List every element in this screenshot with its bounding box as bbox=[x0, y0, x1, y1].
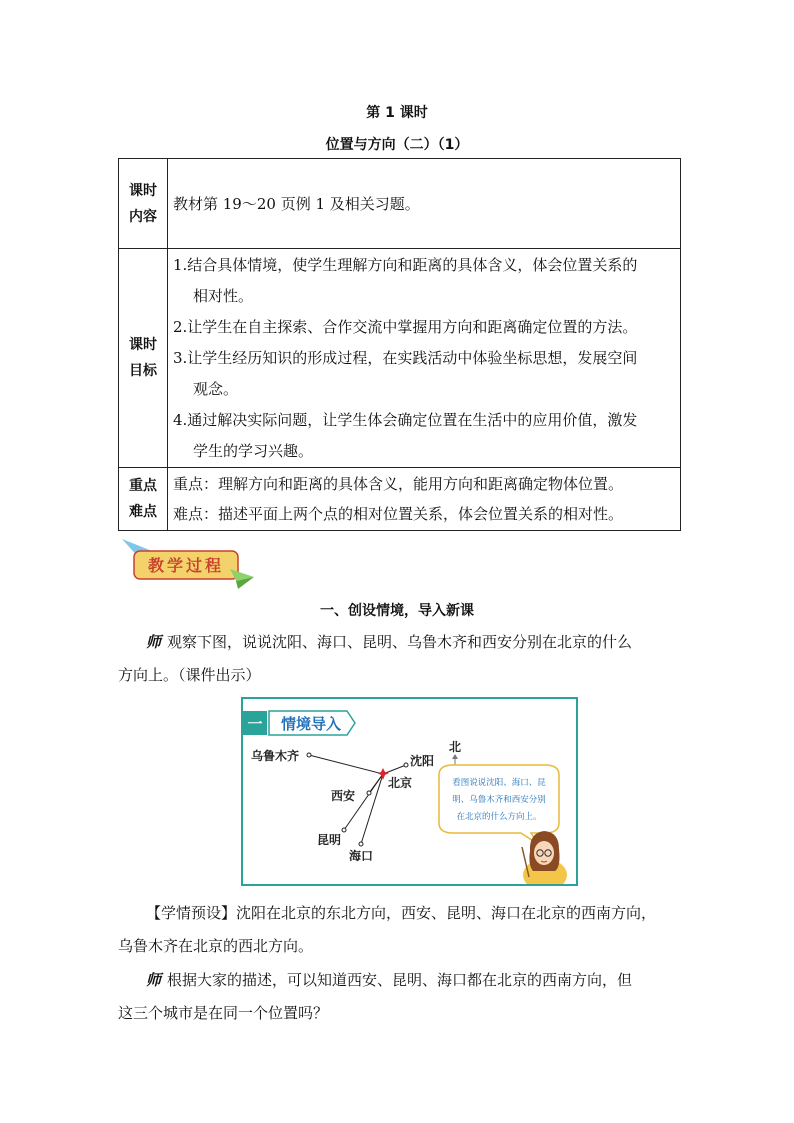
paragraph-text: 根据大家的描述，可以知道西安、昆明、海口都在北京的西南方向，但 bbox=[167, 971, 633, 989]
presumption-cont: 乌鲁木齐在北京的西北方向。 bbox=[118, 937, 314, 955]
key-label-line2: 难点 bbox=[129, 504, 157, 520]
goal-item: 3.让学生经历知识的形成过程，在实践活动中体验坐标思想，发展空间 bbox=[173, 348, 638, 367]
goal-item-cont: 相对性。 bbox=[193, 286, 254, 305]
presumption-text: 沈阳在北京的东北方向，西安、昆明、海口在北京的西南方向， bbox=[236, 904, 657, 922]
key-difficult-label bbox=[119, 468, 168, 531]
presumption-label: 【学情预设】 bbox=[146, 904, 237, 922]
content-text: 教材第 19～20 页例 1 及相关习题。 bbox=[168, 159, 681, 249]
lesson-topic: 位置与方向（二）（1） bbox=[325, 137, 469, 153]
shenyang-dot bbox=[404, 763, 408, 767]
city-shenyang: 沈阳 bbox=[410, 754, 435, 768]
goals-label-line2: 目标 bbox=[129, 363, 157, 379]
goal-item: 1.结合具体情境，使学生理解方向和距离的具体含义，体会位置关系的 bbox=[173, 255, 638, 274]
goal-item-cont: 观念。 bbox=[193, 379, 239, 398]
tab-number: 一 bbox=[247, 715, 263, 733]
goals-label bbox=[119, 249, 168, 468]
paragraph-cont: 方向上。（课件出示） bbox=[118, 666, 261, 684]
goal-item: 2.让学生在自主探索、合作交流中掌握用方向和距离确定位置的方法。 bbox=[173, 317, 638, 336]
bubble-line-2: 明、乌鲁木齐和西安分别 bbox=[452, 795, 546, 805]
content-label bbox=[119, 159, 168, 249]
direction-lines bbox=[309, 755, 406, 844]
paragraph-text: 观察下图，说说沈阳、海口、昆明、乌鲁木齐和西安分别在北京的什么 bbox=[167, 633, 633, 651]
goals-list bbox=[168, 249, 681, 468]
teacher-mark: 师 bbox=[146, 971, 162, 989]
goals-label-line1: 课时 bbox=[129, 337, 157, 353]
difficult-point: 难点：描述平面上两个点的相对位置关系，体会位置关系的相对性。 bbox=[173, 505, 624, 523]
bubble-line-1: 看图说说沈阳、海口、昆 bbox=[452, 778, 546, 788]
key-label-line1: 重点 bbox=[129, 478, 157, 494]
city-haikou: 海口 bbox=[349, 849, 374, 863]
xian-dot bbox=[367, 791, 371, 795]
city-xian: 西安 bbox=[331, 789, 356, 803]
teacher-mark: 师 bbox=[146, 633, 162, 651]
city-kunming: 昆明 bbox=[317, 833, 342, 847]
lesson-plan-table bbox=[118, 158, 681, 531]
section-heading: 一、创设情境，导入新课 bbox=[320, 603, 474, 619]
city-urumqi: 乌鲁木齐 bbox=[251, 749, 300, 763]
bubble-line-3: 在北京的什么方向上。 bbox=[456, 812, 542, 822]
city-beijing: 北京 bbox=[388, 776, 413, 790]
lesson-number: 第 1 课时 bbox=[366, 105, 428, 121]
tab-title: 情境导入 bbox=[280, 715, 342, 733]
paragraph-cont: 这三个城市是在同一个位置吗？ bbox=[118, 1004, 329, 1022]
goal-item: 4.通过解决实际问题，让学生体会确定位置在生活中的应用价值，激发 bbox=[173, 410, 638, 429]
content-label-line2: 内容 bbox=[129, 208, 157, 225]
teaching-process-banner bbox=[118, 537, 258, 591]
urumqi-dot bbox=[307, 753, 311, 757]
situation-figure bbox=[241, 697, 578, 886]
north-label: 北 bbox=[449, 740, 462, 754]
presumption-paragraph bbox=[118, 897, 680, 963]
kunming-dot bbox=[342, 828, 346, 832]
teacher-paragraph-1 bbox=[118, 626, 680, 692]
teacher-paragraph-2 bbox=[118, 964, 680, 1030]
haikou-dot bbox=[359, 842, 363, 846]
goal-item-cont: 学生的学习兴趣。 bbox=[193, 441, 314, 460]
key-difficult-points bbox=[168, 468, 681, 531]
key-point: 重点：理解方向和距离的具体含义，能用方向和距离确定物体位置。 bbox=[173, 475, 624, 493]
content-label-line1: 课时 bbox=[129, 182, 157, 199]
banner-text: 教学过程 bbox=[147, 556, 225, 575]
